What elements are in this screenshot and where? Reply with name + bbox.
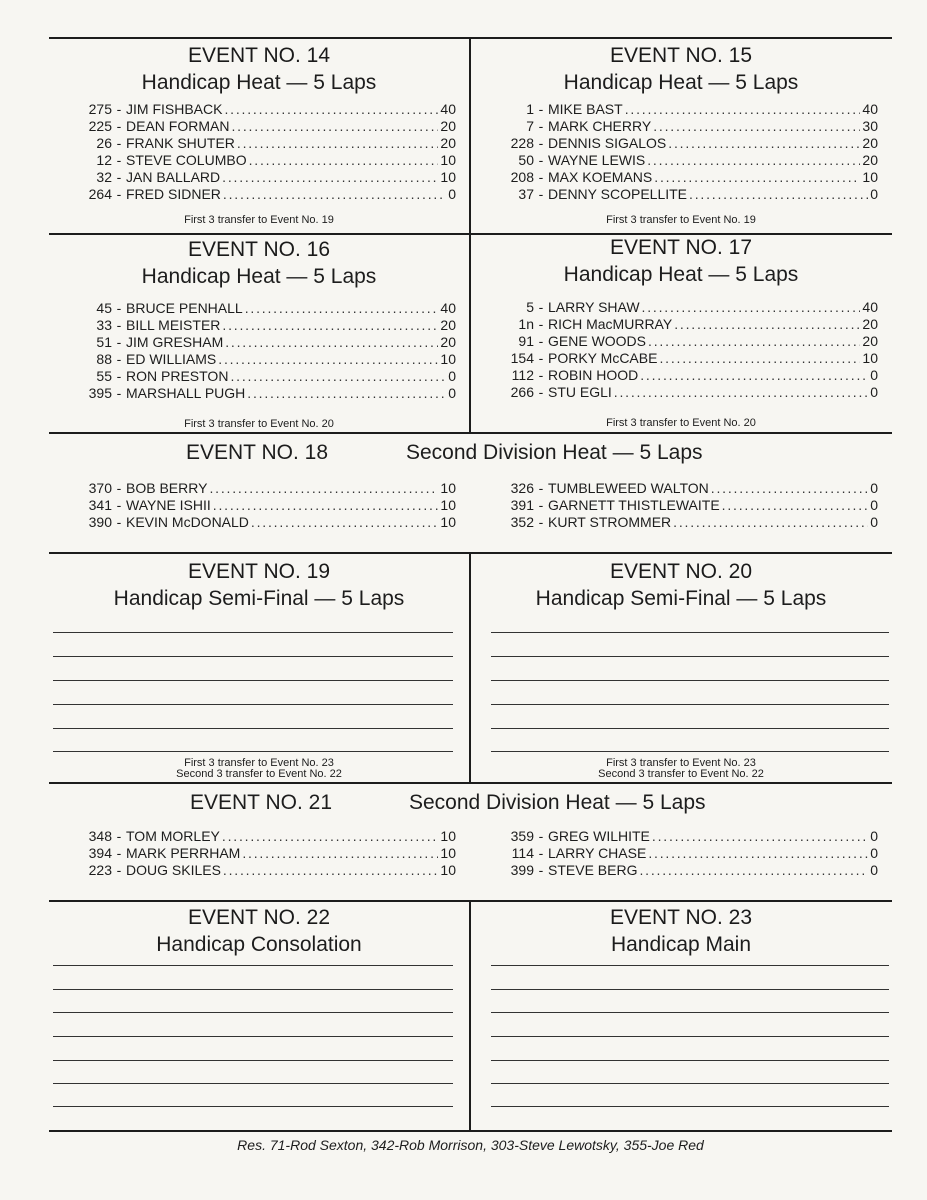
- entry-row: 266 - STU EGLI ..... 0: [483, 384, 878, 401]
- entry-row: 341 - WAYNE ISHII ..... 10: [61, 497, 456, 514]
- blank-line: [491, 965, 889, 966]
- entry-row: 37 - DENNY SCOPELLITE ..... 0: [483, 186, 878, 203]
- entry-row: 12 - STEVE COLUMBO ..... 10: [61, 152, 456, 169]
- event-20-subtitle: Handicap Semi-Final — 5 Laps: [535, 587, 827, 610]
- event-22: [49, 902, 469, 1130]
- entry-row: 91 - GENE WOODS ..... 20: [483, 333, 878, 350]
- blank-line: [491, 751, 889, 752]
- entry-row: 88 - ED WILLIAMS ..... 10: [61, 351, 456, 368]
- entry-row: 326 - TUMBLEWEED WALTON ..... 0: [483, 480, 878, 497]
- event-23: [471, 902, 891, 1130]
- blank-line: [53, 1060, 453, 1061]
- entry-row: 5 - LARRY SHAW ..... 40: [483, 299, 878, 316]
- blank-line: [491, 1083, 889, 1084]
- event-14-title: EVENT NO. 14: [188, 44, 330, 67]
- blank-line: [491, 989, 889, 990]
- blank-line: [53, 680, 453, 681]
- blank-line: [53, 632, 453, 633]
- event-15-subtitle: Handicap Heat — 5 Laps: [563, 71, 799, 94]
- blank-line: [53, 728, 453, 729]
- blank-line: [491, 1060, 889, 1061]
- event-17: [471, 235, 891, 432]
- entry-row: 228 - DENNIS SIGALOS ..... 20: [483, 135, 878, 152]
- event-20: [471, 554, 891, 782]
- event-22-title: EVENT NO. 22: [188, 906, 330, 929]
- blank-line: [491, 1036, 889, 1037]
- event-21-title: EVENT NO. 21: [190, 791, 332, 814]
- blank-line: [53, 965, 453, 966]
- blank-line: [491, 656, 889, 657]
- blank-line: [53, 751, 453, 752]
- entry-row: 264 - FRED SIDNER ..... 0: [61, 186, 456, 203]
- entry-row: 51 - JIM GRESHAM ..... 20: [61, 334, 456, 351]
- event-14-subtitle: Handicap Heat — 5 Laps: [141, 71, 377, 94]
- entry-row: 370 - BOB BERRY ..... 10: [61, 480, 456, 497]
- event-20-note-2: Second 3 transfer to Event No. 22: [598, 768, 764, 780]
- reserves-footer: Res. 71-Rod Sexton, 342-Rob Morrison, 303-Steve Lewotsky, 355-Joe Red: [237, 1137, 704, 1153]
- event-19: [49, 554, 469, 782]
- event-21-right-entries: [483, 828, 878, 879]
- entry-row: 275 - JIM FISHBACK ..... 40: [61, 101, 456, 118]
- entry-row: 154 - PORKY McCABE ..... 10: [483, 350, 878, 367]
- entry-row: 26 - FRANK SHUTER ..... 20: [61, 135, 456, 152]
- blank-line: [53, 989, 453, 990]
- entry-row: 223 - DOUG SKILES ..... 10: [61, 862, 456, 879]
- event-16-subtitle: Handicap Heat — 5 Laps: [141, 265, 377, 288]
- entry-row: 33 - BILL MEISTER ..... 20: [61, 317, 456, 334]
- event-21-subtitle: Second Division Heat — 5 Laps: [409, 791, 706, 814]
- event-18-title: EVENT NO. 18: [186, 441, 328, 464]
- event-15: [471, 40, 891, 233]
- entry-row: 50 - WAYNE LEWIS ..... 20: [483, 152, 878, 169]
- event-18-right-entries: [483, 480, 878, 531]
- event-17-note: First 3 transfer to Event No. 20: [606, 417, 756, 429]
- entry-row: 359 - GREG WILHITE ..... 0: [483, 828, 878, 845]
- entry-row: 55 - RON PRESTON ..... 0: [61, 368, 456, 385]
- event-15-entries: [483, 101, 878, 203]
- blank-line: [491, 1012, 889, 1013]
- event-18-left-entries: [61, 480, 456, 531]
- entry-row: 225 - DEAN FORMAN ..... 20: [61, 118, 456, 135]
- entry-row: 1 - MIKE BAST ..... 40: [483, 101, 878, 118]
- blank-line: [53, 704, 453, 705]
- event-23-subtitle: Handicap Main: [610, 933, 752, 956]
- event-16-entries: [61, 300, 456, 402]
- blank-line: [53, 1083, 453, 1084]
- entry-row: 395 - MARSHALL PUGH ..... 0: [61, 385, 456, 402]
- event-16-note: First 3 transfer to Event No. 20: [184, 418, 334, 430]
- entry-row: 112 - ROBIN HOOD ..... 0: [483, 367, 878, 384]
- event-15-note: First 3 transfer to Event No. 19: [606, 214, 756, 226]
- entry-row: 7 - MARK CHERRY ..... 30: [483, 118, 878, 135]
- event-19-note-1: First 3 transfer to Event No. 23: [184, 757, 334, 769]
- blank-line: [491, 728, 889, 729]
- event-19-subtitle: Handicap Semi-Final — 5 Laps: [113, 587, 405, 610]
- event-17-title: EVENT NO. 17: [610, 236, 752, 259]
- event-14-entries: [61, 101, 456, 203]
- blank-line: [53, 1036, 453, 1037]
- event-15-title: EVENT NO. 15: [610, 44, 752, 67]
- blank-line: [53, 1012, 453, 1013]
- entry-row: 114 - LARRY CHASE ..... 0: [483, 845, 878, 862]
- entry-row: 352 - KURT STROMMER ..... 0: [483, 514, 878, 531]
- blank-line: [491, 704, 889, 705]
- event-17-subtitle: Handicap Heat — 5 Laps: [563, 263, 799, 286]
- event-14: [49, 40, 469, 233]
- blank-line: [53, 656, 453, 657]
- entry-row: 1n - RICH MacMURRAY ..... 20: [483, 316, 878, 333]
- entry-row: 394 - MARK PERRHAM ..... 10: [61, 845, 456, 862]
- blank-line: [491, 1106, 889, 1107]
- entry-row: 45 - BRUCE PENHALL ..... 40: [61, 300, 456, 317]
- entry-row: 348 - TOM MORLEY ..... 10: [61, 828, 456, 845]
- entry-row: 390 - KEVIN McDONALD ..... 10: [61, 514, 456, 531]
- entry-row: 391 - GARNETT THISTLEWAITE ..... 0: [483, 497, 878, 514]
- event-19-note-2: Second 3 transfer to Event No. 22: [176, 768, 342, 780]
- event-18-subtitle: Second Division Heat — 5 Laps: [406, 441, 703, 464]
- event-17-entries: [483, 299, 878, 401]
- event-14-note: First 3 transfer to Event No. 19: [184, 214, 334, 226]
- event-16-title: EVENT NO. 16: [188, 238, 330, 261]
- blank-line: [53, 1106, 453, 1107]
- event-22-subtitle: Handicap Consolation: [156, 933, 362, 956]
- blank-line: [491, 680, 889, 681]
- blank-line: [491, 632, 889, 633]
- event-16: [49, 235, 469, 432]
- event-20-note-1: First 3 transfer to Event No. 23: [606, 757, 756, 769]
- event-20-title: EVENT NO. 20: [610, 560, 752, 583]
- entry-row: 208 - MAX KOEMANS ..... 10: [483, 169, 878, 186]
- entry-row: 399 - STEVE BERG ..... 0: [483, 862, 878, 879]
- entry-row: 32 - JAN BALLARD ..... 10: [61, 169, 456, 186]
- event-23-title: EVENT NO. 23: [610, 906, 752, 929]
- event-21-left-entries: [61, 828, 456, 879]
- event-19-title: EVENT NO. 19: [188, 560, 330, 583]
